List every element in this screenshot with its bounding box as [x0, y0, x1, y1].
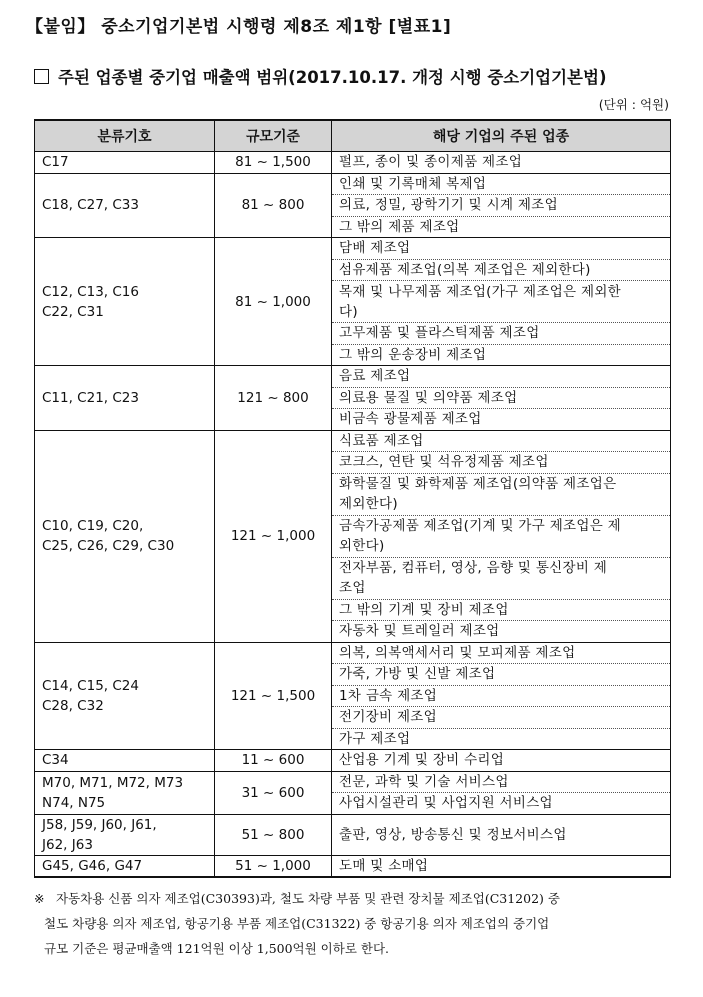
code-line: G45, G46, G47	[42, 857, 143, 874]
industry-line: 비금속 광물제품 제조업	[339, 411, 482, 428]
industry-line: 출판, 영상, 방송통신 및 정보서비스업	[339, 826, 567, 843]
table-row	[35, 750, 671, 772]
industry-cell	[332, 814, 671, 855]
note-mark: ※	[34, 891, 45, 906]
industry-line: 담배 제조업	[339, 240, 411, 257]
table-row	[35, 771, 671, 793]
industry-line: 외한다)	[339, 538, 385, 554]
industry-line: 섬유제품 제조업(의복 제조업은 제외한다)	[339, 261, 591, 278]
scale-cell: 31 ~ 600	[215, 771, 332, 814]
square-bullet-icon	[34, 69, 49, 84]
industry-line: 고무제품 및 플라스틱제품 제조업	[339, 325, 540, 342]
table-header-row	[35, 120, 671, 152]
industry-cell	[332, 728, 671, 750]
industry-cell	[332, 621, 671, 643]
industry-line: 금속가공제품 제조업(기계 및 가구 제조업은 제	[339, 518, 622, 534]
industry-cell	[332, 599, 671, 621]
footnote-line: 철도 차량용 의자 제조업, 항공기용 부품 제조업(C31322) 중 항공기용 의자 제조업의 중기업	[44, 916, 550, 931]
industry-cell	[332, 750, 671, 772]
industry-cell	[332, 707, 671, 729]
code-line: M70, M71, M72, M73	[42, 774, 184, 791]
code-line: C25, C26, C29, C30	[42, 538, 175, 554]
industry-line: 의복, 의복액세서리 및 모피제품 제조업	[339, 644, 576, 661]
code-line: C14, C15, C24	[42, 677, 139, 694]
table-row	[35, 642, 671, 664]
code-cell	[35, 366, 215, 431]
code-line: J62, J63	[42, 836, 93, 853]
industry-cell	[332, 195, 671, 217]
code-line: C34	[42, 752, 69, 769]
code-cell	[35, 430, 215, 642]
code-cell	[35, 750, 215, 772]
scale-cell: 51 ~ 800	[215, 814, 332, 855]
header-industry: 해당 기업의 주된 업종	[332, 120, 671, 152]
footnote-line: 자동차용 신품 의자 제조업(C30393)과, 철도 차량 부품 및 관련 장치물 제조업(C31202) 중	[56, 891, 560, 906]
industry-cell	[332, 557, 671, 599]
industry-cell	[332, 642, 671, 664]
industry-line: 그 밖의 제품 제조업	[339, 218, 460, 235]
industry-cell	[332, 793, 671, 815]
industry-cell	[332, 344, 671, 366]
table-row	[35, 238, 671, 260]
industry-line: 가죽, 가방 및 신발 제조업	[339, 666, 496, 683]
industry-cell	[332, 855, 671, 877]
scale-cell: 51 ~ 1,000	[215, 855, 332, 877]
industry-line: 가구 제조업	[339, 730, 411, 747]
industry-line: 제외한다)	[339, 496, 398, 512]
table-row	[35, 430, 671, 452]
industry-cell	[332, 173, 671, 195]
industry-line: 다)	[339, 303, 358, 320]
header-scale: 규모기준	[215, 120, 332, 152]
industry-cell	[332, 473, 671, 515]
industry-line: 펄프, 종이 및 종이제품 제조업	[339, 154, 523, 171]
footnote	[34, 886, 674, 961]
code-cell	[35, 771, 215, 814]
industry-line: 의료, 정밀, 광학기기 및 시계 제조업	[339, 197, 558, 214]
code-line: N74, N75	[42, 794, 106, 811]
scale-cell: 121 ~ 800	[215, 366, 332, 431]
revenue-criteria-table	[34, 119, 671, 878]
table-row	[35, 855, 671, 877]
industry-line: 그 밖의 기계 및 장비 제조업	[339, 601, 509, 618]
industry-cell	[332, 323, 671, 345]
industry-cell	[332, 409, 671, 431]
scale-cell: 121 ~ 1,500	[215, 642, 332, 750]
code-cell	[35, 855, 215, 877]
code-line: C22, C31	[42, 303, 104, 320]
industry-cell	[332, 366, 671, 388]
footnote-text	[34, 886, 674, 961]
footnote-line: 규모 기준은 평균매출액 121억원 이상 1,500억원 이하로 한다.	[44, 941, 390, 956]
industry-line: 의료용 물질 및 의약품 제조업	[339, 389, 518, 406]
scale-cell: 11 ~ 600	[215, 750, 332, 772]
table-heading-text: 주된 업종별 중기업 매출액 범위(2017.10.17. 개정 시행 중소기업기본법)	[58, 68, 607, 87]
header-code: 분류기호	[35, 120, 215, 152]
industry-line: 화학물질 및 화학제품 제조업(의약품 제조업은	[339, 476, 617, 492]
industry-cell	[332, 259, 671, 281]
industry-cell	[332, 771, 671, 793]
code-line: C12, C13, C16	[42, 283, 139, 300]
industry-cell	[332, 430, 671, 452]
code-cell	[35, 642, 215, 750]
table-row	[35, 152, 671, 174]
industry-line: 식료품 제조업	[339, 432, 424, 449]
code-cell	[35, 173, 215, 238]
industry-cell	[332, 452, 671, 474]
scale-cell: 121 ~ 1,000	[215, 430, 332, 642]
industry-cell	[332, 387, 671, 409]
industry-line: 음료 제조업	[339, 368, 411, 385]
industry-line: 인쇄 및 기록매체 복제업	[339, 175, 487, 192]
code-cell	[35, 238, 215, 366]
scale-cell: 81 ~ 800	[215, 173, 332, 238]
code-line: C18, C27, C33	[42, 197, 139, 214]
code-line: C10, C19, C20,	[42, 518, 144, 534]
industry-line: 1차 금속 제조업	[339, 687, 438, 704]
industry-cell	[332, 216, 671, 238]
industry-line: 그 밖의 운송장비 제조업	[339, 346, 487, 363]
code-cell	[35, 152, 215, 174]
industry-line: 사업시설관리 및 사업지원 서비스업	[339, 795, 553, 812]
industry-line: 도매 및 소매업	[339, 857, 429, 874]
industry-line: 산업용 기계 및 장비 수리업	[339, 752, 505, 769]
industry-line: 코크스, 연탄 및 석유정제품 제조업	[339, 454, 549, 471]
industry-line: 전기장비 제조업	[339, 709, 437, 726]
table-row	[35, 814, 671, 855]
scale-cell: 81 ~ 1,500	[215, 152, 332, 174]
table-body	[35, 152, 671, 878]
document-title: 【붙임】 중소기업기본법 시행령 제8조 제1항 [별표1]	[26, 17, 452, 37]
code-line: C17	[42, 154, 69, 171]
industry-line: 전자부품, 컴퓨터, 영상, 음향 및 통신장비 제	[339, 560, 608, 576]
industry-cell	[332, 515, 671, 557]
table-heading	[34, 64, 606, 88]
industry-line: 목재 및 나무제품 제조업(가구 제조업은 제외한	[339, 283, 622, 300]
unit-label: (단위 : 억원)	[598, 97, 669, 112]
code-line: C11, C21, C23	[42, 389, 139, 406]
table-row	[35, 173, 671, 195]
industry-cell	[332, 152, 671, 174]
industry-cell	[332, 685, 671, 707]
industry-cell	[332, 238, 671, 260]
industry-cell	[332, 281, 671, 323]
industry-line: 조업	[339, 580, 366, 596]
code-cell	[35, 814, 215, 855]
table-row	[35, 366, 671, 388]
scale-cell: 81 ~ 1,000	[215, 238, 332, 366]
industry-line: 자동차 및 트레일러 제조업	[339, 623, 500, 640]
industry-cell	[332, 664, 671, 686]
code-line: J58, J59, J60, J61,	[42, 816, 157, 833]
industry-line: 전문, 과학 및 기술 서비스업	[339, 773, 509, 790]
code-line: C28, C32	[42, 697, 104, 714]
